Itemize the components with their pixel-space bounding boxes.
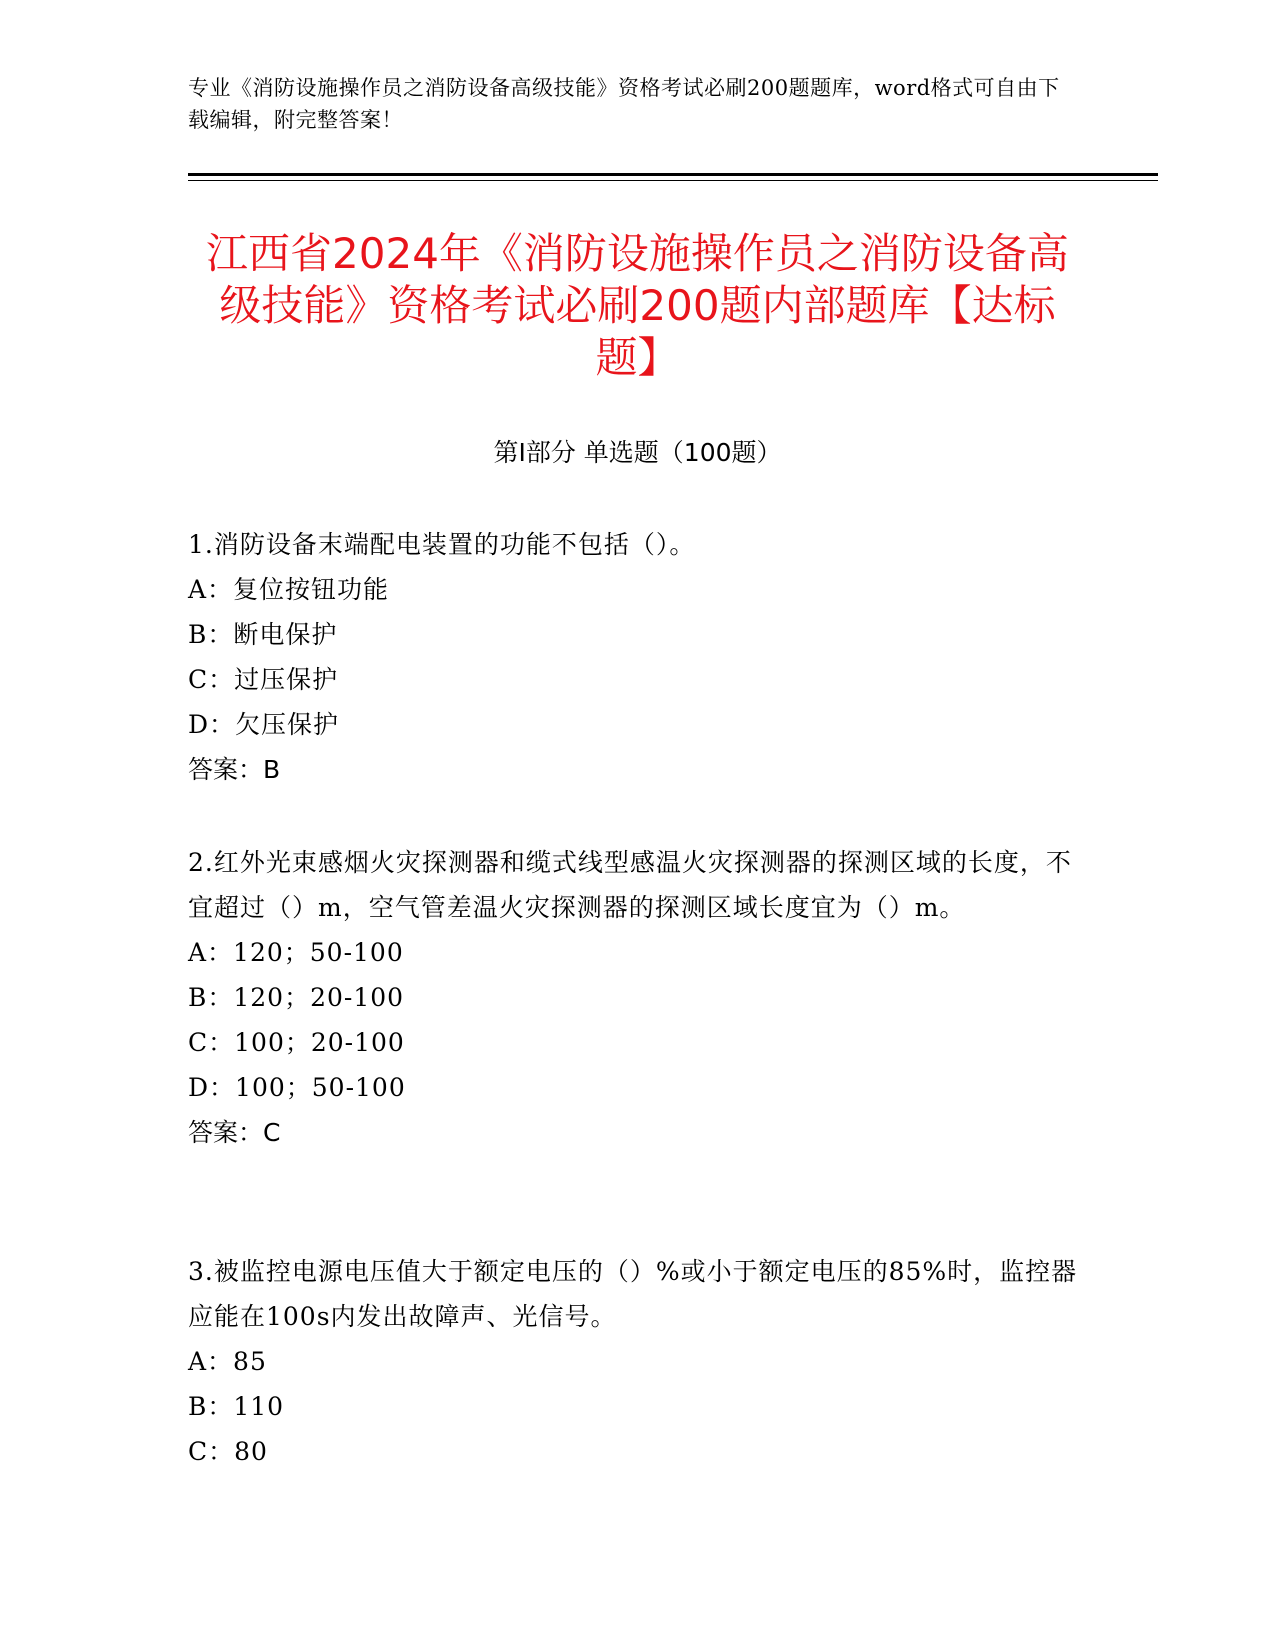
question-2 xyxy=(188,840,1088,1155)
question-3 xyxy=(188,1249,1088,1474)
option-b: B：断电保护 xyxy=(188,620,338,649)
question-1 xyxy=(188,522,1088,792)
option-b: B：110 xyxy=(188,1392,285,1421)
option-c: C：80 xyxy=(188,1437,268,1466)
question-stem: 1.消防设备末端配电装置的功能不包括（）。 xyxy=(188,530,696,559)
option-a: A：120；50-100 xyxy=(188,938,404,967)
option-c: C：100；20-100 xyxy=(188,1028,405,1057)
question-stem: 2.红外光束感烟火灾探测器和缆式线型感温火灾探测器的探测区域的长度，不宜超过（）m，空气管差温火灾探测器的探测区域长度宜为（）m。 xyxy=(188,848,1072,922)
option-d: D：100；50-100 xyxy=(188,1073,406,1102)
option-d: D：欠压保护 xyxy=(188,710,340,739)
document-title: 江西省2024年《消防设施操作员之消防设备高级技能》资格考试必刷200题内部题库【达标题】 xyxy=(206,229,1069,382)
option-a: A：85 xyxy=(188,1347,267,1376)
option-a: A：复位按钮功能 xyxy=(188,575,390,604)
header-rule-thick xyxy=(188,173,1158,176)
option-b: B：120；20-100 xyxy=(188,983,405,1012)
header-note: 专业《消防设施操作员之消防设备高级技能》资格考试必刷200题题库，word格式可自由下载编辑，附完整答案！ xyxy=(188,76,1060,132)
answer: 答案：B xyxy=(188,755,281,784)
answer: 答案：C xyxy=(188,1118,281,1147)
section-heading: 第I部分 单选题（100题） xyxy=(493,438,782,467)
option-c: C：过压保护 xyxy=(188,665,339,694)
header-rule-thin xyxy=(188,180,1158,181)
question-stem: 3.被监控电源电压值大于额定电压的（）%或小于额定电压的85%时，监控器应能在100s内发出故障声、光信号。 xyxy=(188,1257,1078,1331)
